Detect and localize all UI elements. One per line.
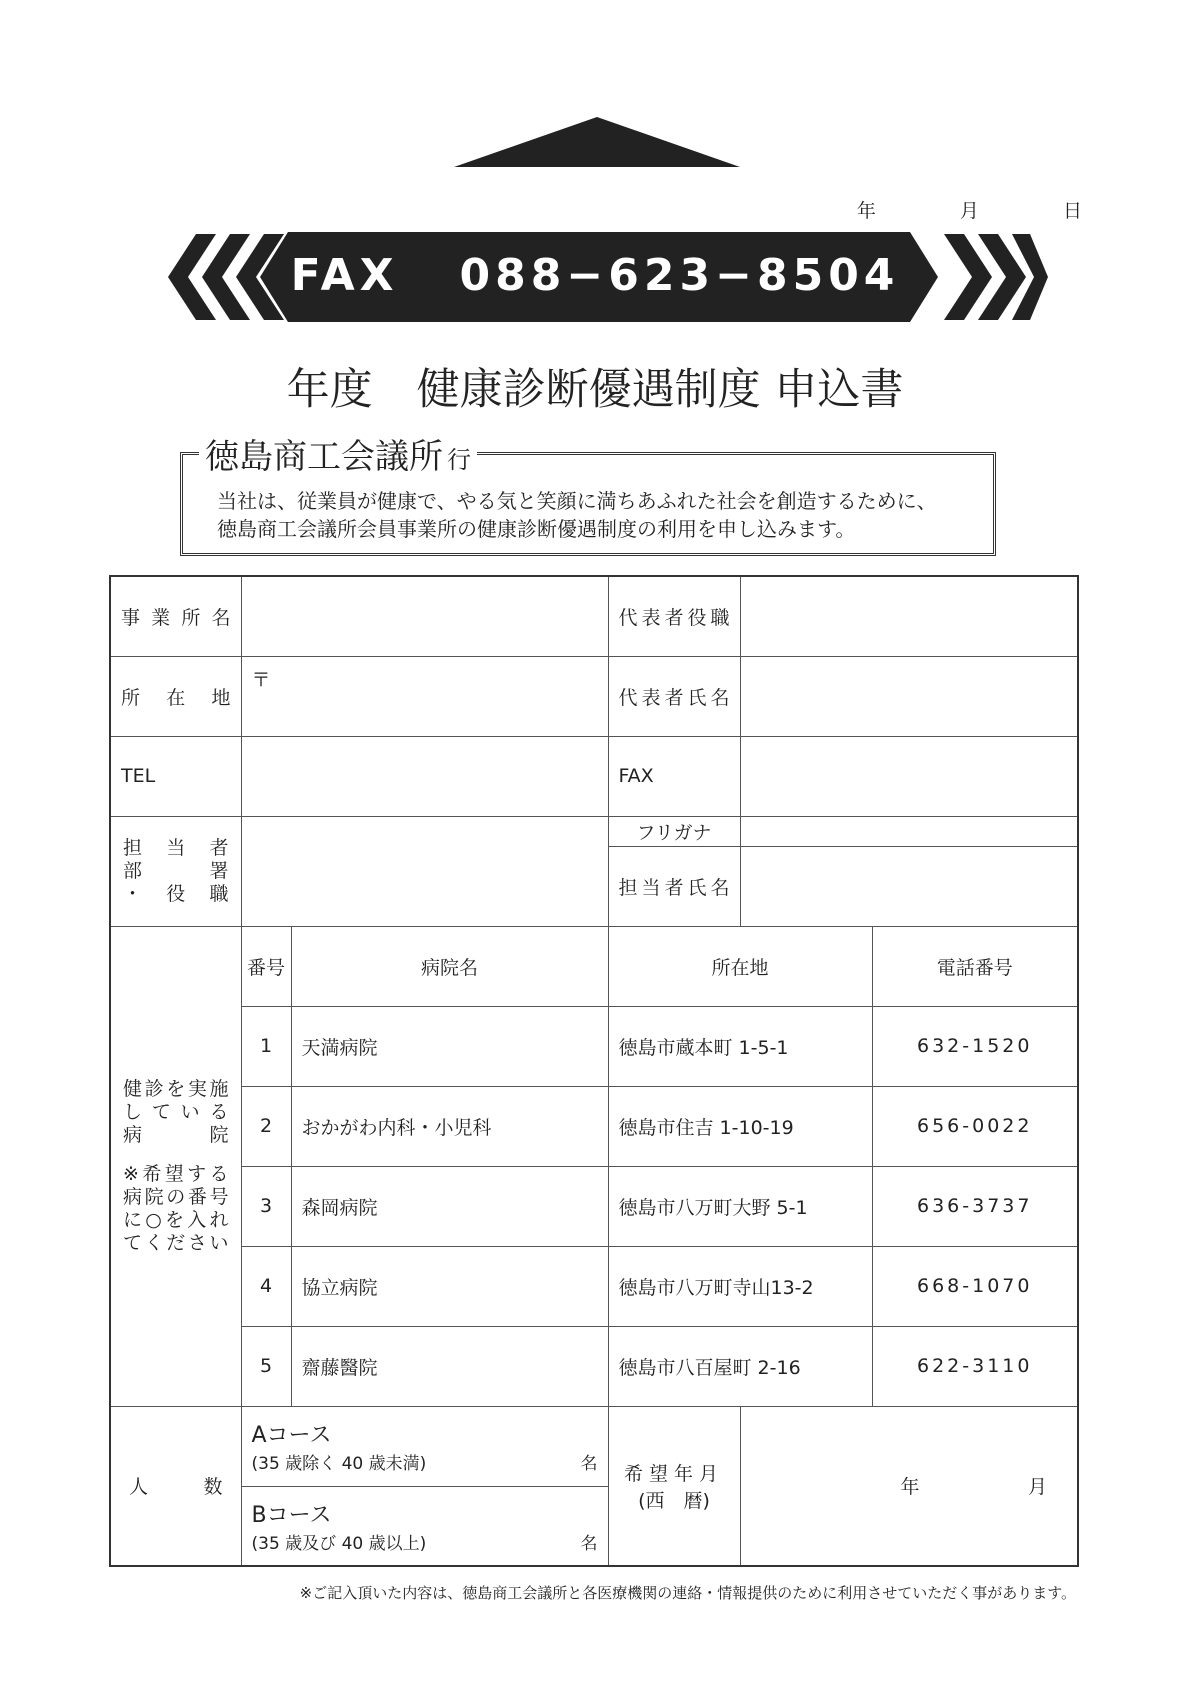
hospital-side-label: 健診を実施 している 病院 ※希望する 病院の番号 に○を入れ てください [110,926,241,1406]
hospital-row[interactable] [110,1326,1078,1406]
hospital-phone: 636-3737 [872,1166,1078,1246]
wish-month-label: 希望年月 (西 暦) [608,1406,740,1566]
col-header-name: 病院名 [291,926,608,1006]
col-header-no: 番号 [241,926,291,1006]
office-name-label: 事業所名 [110,576,241,656]
notice-line: 当社は、従業員が健康で、やる気と笑顔に満ちあふれた社会を創造するために、 [217,489,937,513]
footnote: ※ご記入頂いた内容は、徳島商工会議所と各医療機関の連絡・情報提供のために利用させていただく事があります。 [299,1584,1076,1602]
contact-name-label: 担当者氏名 [608,846,740,926]
office-name-field[interactable] [241,576,608,656]
contact-dept-label: 担当者 部署 ・役職 [110,816,241,926]
course-a-desc: (35 歳除く 40 歳未満) [251,1454,427,1474]
recipient-suffix: 行 [447,446,471,474]
form-title [0,356,1190,417]
hospital-no[interactable]: 2 [241,1086,291,1166]
hospital-address: 徳島市八万町寺山13-2 [608,1246,872,1326]
hospital-no[interactable]: 1 [241,1006,291,1086]
hospital-phone: 668-1070 [872,1246,1078,1326]
fax-label-cell: FAX [608,736,740,816]
date-day-label: 日 [1062,200,1082,222]
course-a-field[interactable] [241,1406,608,1486]
fax-label: FAX [290,250,399,301]
rep-name-label: 代表者氏名 [608,656,740,736]
title-year: 年度 [286,365,373,415]
hospital-phone: 632-1520 [872,1006,1078,1086]
hospital-name: 齋藤醫院 [291,1326,608,1406]
hospital-name: おかがわ内科・小児科 [291,1086,608,1166]
course-b-field[interactable] [241,1486,608,1566]
hospital-address: 徳島市八百屋町 2-16 [608,1326,872,1406]
hospital-row[interactable] [110,1246,1078,1326]
address-label: 所在地 [110,656,241,736]
contact-dept-field[interactable] [241,816,608,926]
rep-name-field[interactable] [740,656,1078,736]
rep-title-label: 代表者役職 [608,576,740,656]
course-b-name: Bコース [251,1502,332,1528]
contact-name-field[interactable] [740,846,1078,926]
people-label: 人 数 [110,1406,241,1566]
wish-month-unit: 月 [1027,1476,1047,1499]
tel-field[interactable] [241,736,608,816]
hospital-name: 森岡病院 [291,1166,608,1246]
address-field[interactable] [241,656,608,736]
notice-box [180,437,996,556]
hospital-address: 徳島市蔵本町 1-5-1 [608,1006,872,1086]
application-form-table [109,575,1079,1567]
wish-month-field[interactable] [740,1406,1078,1566]
fax-number: 088−623−8504 [459,250,900,301]
course-a-name: Aコース [251,1423,332,1448]
date-line [779,196,1082,223]
postal-mark: 〒 [251,668,271,691]
course-b-unit: 名 [580,1533,598,1554]
recipient-name: 徳島商工会議所 [205,437,443,477]
notice-line: 徳島商工会議所会員事業所の健康診断優遇制度の利用を申し込みます。 [217,517,856,541]
hospital-row[interactable] [110,1086,1078,1166]
col-header-address: 所在地 [608,926,872,1006]
wish-year-label: 年 [900,1476,920,1499]
hospital-phone: 656-0022 [872,1086,1078,1166]
hospital-no[interactable]: 3 [241,1166,291,1246]
notice-text [217,487,937,543]
notice-recipient [199,429,477,478]
course-a-unit: 名 [580,1454,598,1474]
up-arrow-icon [452,115,742,169]
hospital-row[interactable] [110,1006,1078,1086]
hospital-no[interactable]: 5 [241,1326,291,1406]
hospital-name: 協立病院 [291,1246,608,1326]
hospital-row[interactable] [110,1166,1078,1246]
date-month-label: 月 [959,200,979,222]
date-year-label: 年 [856,200,876,222]
hospital-name: 天満病院 [291,1006,608,1086]
rep-title-field[interactable] [740,576,1078,656]
fax-field[interactable] [740,736,1078,816]
hospital-phone: 622-3110 [872,1326,1078,1406]
col-header-phone: 電話番号 [872,926,1078,1006]
hospital-address: 徳島市住吉 1-10-19 [608,1086,872,1166]
course-b-desc: (35 歳及び 40 歳以上) [251,1533,427,1554]
tel-label: TEL [110,736,241,816]
hospital-no[interactable]: 4 [241,1246,291,1326]
fax-number-text [0,250,1190,301]
title-main: 健康診断優遇制度 申込書 [416,365,904,415]
furigana-label: フリガナ [608,816,740,846]
furigana-field[interactable] [740,816,1078,846]
hospital-address: 徳島市八万町大野 5-1 [608,1166,872,1246]
